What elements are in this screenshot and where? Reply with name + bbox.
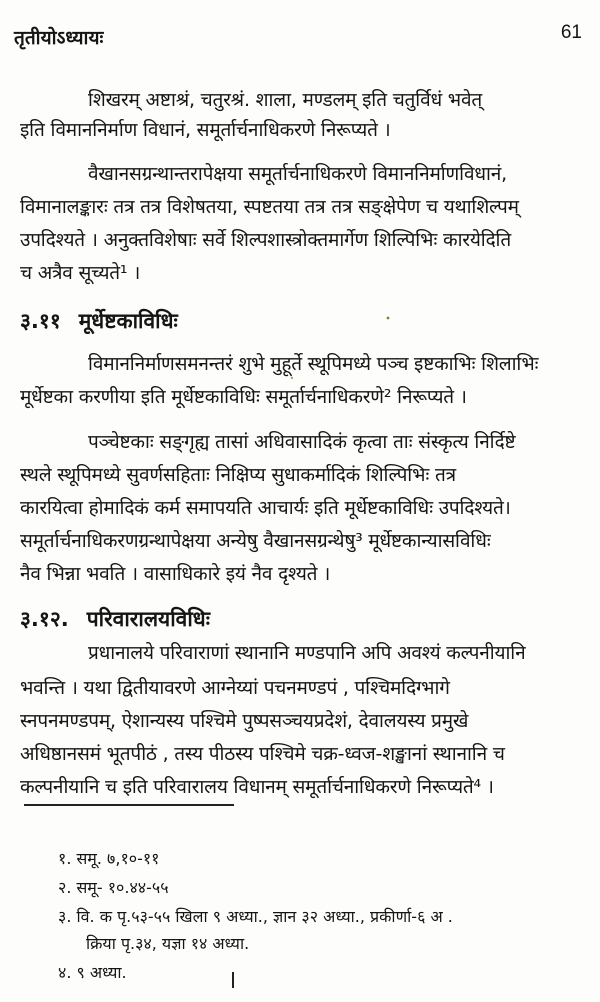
para4-line-3: कारयित्वा होमादिकं कर्म समापयति आचार्यः इति मूर्धेष्टकाविधिः उपदिश्यते। <box>20 497 511 519</box>
para4-line-2: स्थले स्थूपिमध्ये सुवर्णसहिताः निक्षिप्य सुधाकर्मादिकं शिल्पिभिः तत्र <box>20 464 456 486</box>
footnote-3-continued: क्रिया पृ.३४, यज्ञा १४ अध्या. <box>86 934 250 953</box>
section-heading-3-12 <box>20 605 210 633</box>
chapter-header-title: तृतीयोऽध्यायः <box>14 27 104 49</box>
section-number: ३.११ <box>20 309 61 333</box>
para5-line-5: कल्पनीयानि च इति परिवारालय विधानम् समूर्तार्चनाधिकरणे निरूप्यते⁴ । <box>20 776 494 798</box>
para2-line-1: वैखानसग्रन्थान्तरापेक्षया समूर्तार्चनाधिकरणे विमाननिर्माणविधानं, <box>88 163 507 185</box>
para5-line-1: प्रधानालये परिवाराणां स्थानानि मण्डपानि अपि अवश्यं कल्पनीयानि <box>88 642 526 664</box>
para2-line-4: च अत्रैव सूच्यते¹ । <box>20 262 141 284</box>
footnote-3: ३. वि. क पृ.५३-५५ खिला ९ अध्या., ज्ञान ३२ अध्या., प्रकीर्णा-६ अ . <box>58 907 453 926</box>
footnote-4: ४. ९ अध्या. <box>58 963 127 982</box>
speck <box>387 317 390 320</box>
para4-line-1: पञ्चेष्टकाः सङ्गृह्य तासां अधिवासादिकं कृत्वा ताः संस्कृत्य निर्दिष्टे <box>88 431 516 453</box>
para5-line-4: अधिष्ठानसमं भूतपीठं , तस्य पीठस्य पश्चिमे चक्र-ध्वज-शङ्खानां स्थानानि च <box>20 743 505 765</box>
para1-line-1: शिखरम् अष्टाश्रं, चतुरश्रं. शाला, मण्डलम् इति चतुर्विधं भवेत् <box>88 89 482 111</box>
section-title: मूर्धेष्टकाविधिः <box>78 309 178 333</box>
para3-line-2: मूर्धेष्टका करणीया इति मूर्धेष्टकाविधिः समूर्तार्चनाधिकरणे² निरूप्यते । <box>20 386 467 408</box>
footnote-divider <box>24 804 234 806</box>
para4-line-5: नैव भिन्ना भवति । वासाधिकारे इयं नैव दृश्यते । <box>20 563 331 585</box>
para5-line-3: स्नपनमण्डपम्, ऐशान्यस्य पश्चिमे पुष्पसञ्चयप्रदेशं, देवालयस्य प्रमुखे <box>20 710 469 732</box>
page-number: 61 <box>560 22 582 43</box>
para2-line-2: विमानालङ्कारः तत्र तत्र विशेषतया, स्पष्टतया तत्र तत्र सङ्क्षेपेण च यथाशिल्पम् <box>20 196 519 218</box>
section-title: परिवारालयविधिः <box>86 607 210 631</box>
para4-line-4: समूर्तार्चनाधिकरणग्रन्थापेक्षया अन्येषु वैखानसग्रन्थेषु³ मूर्धेष्टकान्यासविधिः <box>20 530 491 552</box>
para1-line-2: इति विमाननिर्माण विधानं, समूर्तार्चनाधिकरणे निरूप्यते । <box>20 119 391 141</box>
footnote-1: १. समू. ७,१०-११ <box>58 849 160 868</box>
section-heading-3-11 <box>20 307 178 335</box>
para2-line-3: उपदिश्यते । अनुक्तविशेषाः सर्वे शिल्पशास्त्रोक्तमार्गेण शिल्पिभिः कारयेदिति <box>20 229 512 251</box>
para3-line-1: विमाननिर्माणसमनन्तरं शुभे मुहूर्ते स्थूपिमध्ये पञ्च इष्टकाभिः शिलाभिः <box>88 353 539 375</box>
speck <box>291 377 293 379</box>
para5-line-2: भवन्ति । यथा द्वितीयावरणे आग्नेय्यां पचनमण्डपं , पश्चिमदिग्भागे <box>20 677 450 699</box>
section-number: ३.१२. <box>20 607 69 631</box>
footnote-2: २. समू- १०.४४-५५ <box>58 878 169 897</box>
speck <box>232 972 234 988</box>
